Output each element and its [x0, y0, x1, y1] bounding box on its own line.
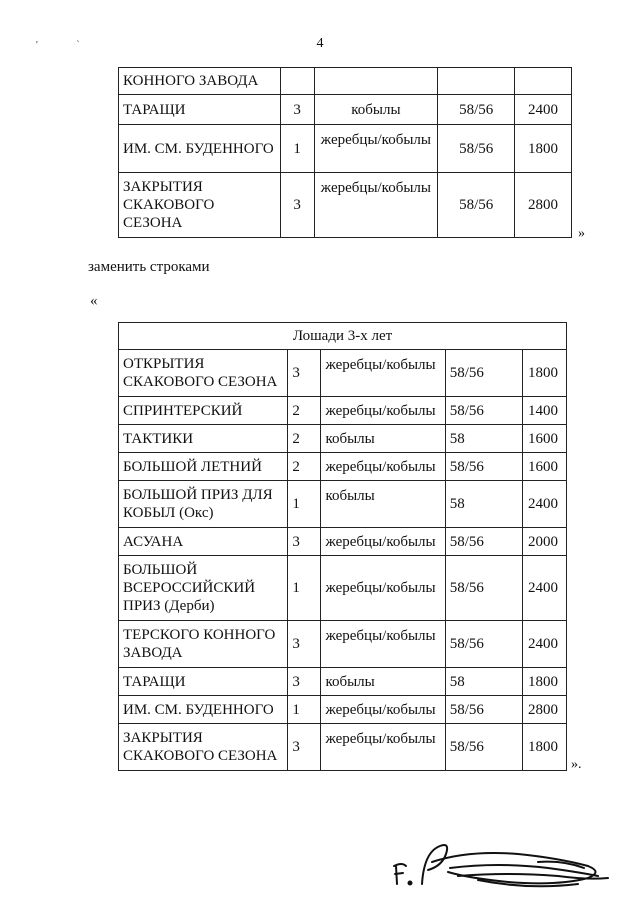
table-row — [119, 453, 567, 481]
horse-sex: кобылы — [314, 95, 438, 125]
race-name: ТАКТИКИ — [119, 425, 288, 453]
race-name: СПРИНТЕРСКИЙ — [119, 397, 288, 425]
weight: 58/56 — [438, 95, 515, 125]
race-name: АСУАНА — [119, 528, 288, 556]
horse-sex: жеребцы/кобылы — [321, 453, 445, 481]
table-row — [119, 350, 567, 397]
horse-count: 3 — [288, 350, 321, 397]
table-header-row — [119, 323, 567, 350]
distance — [515, 68, 572, 95]
opening-quote: « — [90, 293, 98, 309]
horse-count: 3 — [280, 95, 314, 125]
table-row — [119, 724, 567, 771]
distance: 1600 — [522, 453, 566, 481]
table-row — [119, 125, 572, 173]
weight: 58/56 — [445, 621, 522, 668]
table-row — [119, 621, 567, 668]
replace-instruction: заменить строками — [88, 259, 210, 275]
horse-sex: кобылы — [321, 425, 445, 453]
closing-quote-period: ». — [571, 757, 582, 772]
horse-count: 1 — [288, 556, 321, 621]
table-header: Лошади 3-х лет — [119, 323, 567, 350]
weight: 58/56 — [438, 173, 515, 238]
distance: 2400 — [515, 95, 572, 125]
race-name: ИМ. СМ. БУДЕННОГО — [119, 696, 288, 724]
horse-sex — [314, 68, 438, 95]
distance: 2400 — [522, 556, 566, 621]
weight: 58/56 — [445, 556, 522, 621]
horse-count: 2 — [288, 453, 321, 481]
table-row — [119, 173, 572, 238]
horse-sex: жеребцы/кобылы — [321, 556, 445, 621]
race-name: ЗАКРЫТИЯ СКАКОВОГО СЕЗОНА — [119, 173, 281, 238]
signature-image — [388, 832, 618, 892]
table-row — [119, 481, 567, 528]
horse-sex: жеребцы/кобылы — [321, 397, 445, 425]
race-name: ТАРАЩИ — [119, 668, 288, 696]
distance: 1800 — [522, 668, 566, 696]
race-name: КОННОГО ЗАВОДА — [119, 68, 281, 95]
races-table-old — [118, 67, 572, 238]
horse-sex: жеребцы/кобылы — [321, 528, 445, 556]
table-row — [119, 68, 572, 95]
table-row — [119, 528, 567, 556]
horse-sex: кобылы — [321, 481, 445, 528]
weight: 58/56 — [445, 528, 522, 556]
race-name: ИМ. СМ. БУДЕННОГО — [119, 125, 281, 173]
distance: 2800 — [515, 173, 572, 238]
horse-count: 1 — [288, 696, 321, 724]
distance: 2000 — [522, 528, 566, 556]
table-row — [119, 668, 567, 696]
race-name: БОЛЬШОЙ ВСЕРОССИЙСКИЙ ПРИЗ (Дерби) — [119, 556, 288, 621]
table-row — [119, 397, 567, 425]
distance: 2800 — [522, 696, 566, 724]
horse-count — [280, 68, 314, 95]
horse-sex: кобылы — [321, 668, 445, 696]
horse-sex: жеребцы/кобылы — [321, 350, 445, 397]
horse-count: 1 — [288, 481, 321, 528]
table-row — [119, 95, 572, 125]
weight: 58/56 — [445, 453, 522, 481]
horse-sex: жеребцы/кобылы — [321, 724, 445, 771]
weight: 58 — [445, 668, 522, 696]
table-row — [119, 425, 567, 453]
horse-count: 2 — [288, 397, 321, 425]
horse-count: 3 — [288, 668, 321, 696]
distance: 1800 — [515, 125, 572, 173]
weight: 58/56 — [438, 125, 515, 173]
closing-quote: » — [578, 226, 585, 241]
horse-sex: жеребцы/кобылы — [314, 173, 438, 238]
horse-sex: жеребцы/кобылы — [314, 125, 438, 173]
horse-count: 1 — [280, 125, 314, 173]
table-row — [119, 556, 567, 621]
weight: 58 — [445, 481, 522, 528]
scan-marks: ' ` — [36, 40, 98, 51]
horse-sex: жеребцы/кобылы — [321, 621, 445, 668]
weight: 58/56 — [445, 350, 522, 397]
weight: 58/56 — [445, 724, 522, 771]
distance: 1600 — [522, 425, 566, 453]
horse-count: 3 — [288, 621, 321, 668]
race-name: ТЕРСКОГО КОННОГО ЗАВОДА — [119, 621, 288, 668]
table-row — [119, 696, 567, 724]
weight: 58 — [445, 425, 522, 453]
distance: 1400 — [522, 397, 566, 425]
race-name: БОЛЬШОЙ ПРИЗ ДЛЯ КОБЫЛ (Окс) — [119, 481, 288, 528]
distance: 2400 — [522, 621, 566, 668]
race-name: БОЛЬШОЙ ЛЕТНИЙ — [119, 453, 288, 481]
distance: 2400 — [522, 481, 566, 528]
races-table-new — [118, 322, 567, 771]
race-name: ЗАКРЫТИЯ СКАКОВОГО СЕЗОНА — [119, 724, 288, 771]
horse-count: 3 — [288, 528, 321, 556]
horse-count: 2 — [288, 425, 321, 453]
distance: 1800 — [522, 350, 566, 397]
horse-count: 3 — [280, 173, 314, 238]
page-number: 4 — [316, 36, 324, 51]
weight — [438, 68, 515, 95]
weight: 58/56 — [445, 696, 522, 724]
horse-count: 3 — [288, 724, 321, 771]
distance: 1800 — [522, 724, 566, 771]
race-name: ТАРАЩИ — [119, 95, 281, 125]
weight: 58/56 — [445, 397, 522, 425]
horse-sex: жеребцы/кобылы — [321, 696, 445, 724]
race-name: ОТКРЫТИЯ СКАКОВОГО СЕЗОНА — [119, 350, 288, 397]
